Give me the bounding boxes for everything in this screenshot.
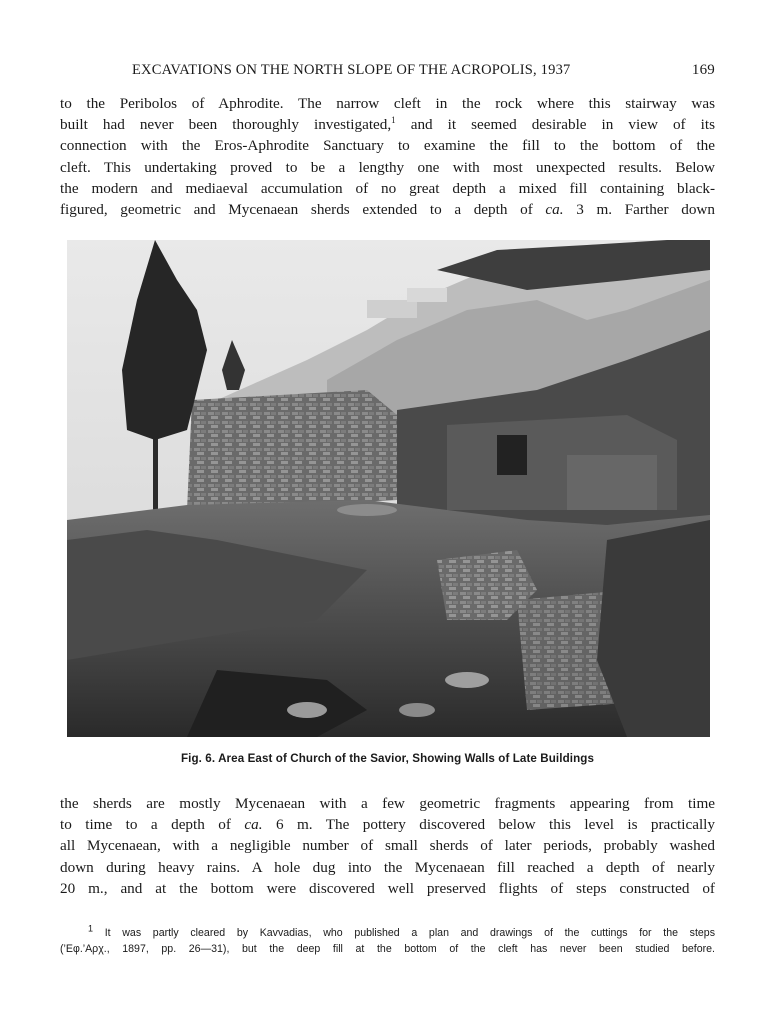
text-line: 20 m., and at the bottom were discovered well preserved flights of steps constructed of	[60, 879, 715, 897]
text-line: the modern and mediaeval accumulation of no great depth a mixed fill containing black-	[60, 179, 715, 197]
text-line: connection with the Eros-Aphrodite Sanctuary to examine the fill to the bottom of the	[60, 137, 715, 155]
running-title: EXCAVATIONS ON THE NORTH SLOPE OF THE ACROPOLIS, 1937	[132, 62, 571, 78]
text-line: built had never been thoroughly investigated,$^1$ and it seemed desirable in view of its	[60, 115, 715, 134]
paragraph-bottom	[60, 793, 715, 899]
text-line: to time to a depth of ca. 6 m. The pottery discovered below this level is practically	[60, 816, 715, 834]
footnote-marker[interactable]: 1	[391, 115, 396, 126]
text-line: down during heavy rains. A hole dug into the Mycenaean fill reached a depth of nearly	[60, 858, 715, 876]
footnote-line: (’Εφ.’Αρχ., 1897, pp. 26—31), but the deep fill at the bottom of the cleft has never been studied before.	[60, 943, 715, 955]
text-line: cleft. This undertaking proved to be a lengthy one with most unexpected results. Below	[60, 158, 715, 176]
text-line: figured, geometric and Mycenaean sherds extended to a depth of ca. 3 m. Farther down	[60, 201, 715, 219]
figure-photograph	[67, 240, 710, 737]
running-header	[60, 62, 715, 82]
text-line: to the Peribolos of Aphrodite. The narrow cleft in the rock where this stairway was	[60, 95, 715, 112]
text-line: all Mycenaean, with a negligible number of small sherds of later periods, probably washed	[60, 837, 715, 855]
footnote	[60, 925, 715, 957]
text-line: the sherds are mostly Mycenaean with a few geometric fragments appearing from time	[60, 795, 715, 812]
footnote-number: 1	[88, 923, 94, 934]
excavation-photo	[67, 240, 710, 737]
paragraph-top	[60, 93, 715, 220]
footnote-line: $^1$ It was partly cleared by Kavvadias, who published a plan and drawings of the cuttings for the steps	[88, 923, 715, 939]
page-number: 169	[691, 62, 715, 78]
figure-caption: Fig. 6. Area East of Church of the Savior, Showing Walls of Late Buildings	[180, 752, 594, 765]
